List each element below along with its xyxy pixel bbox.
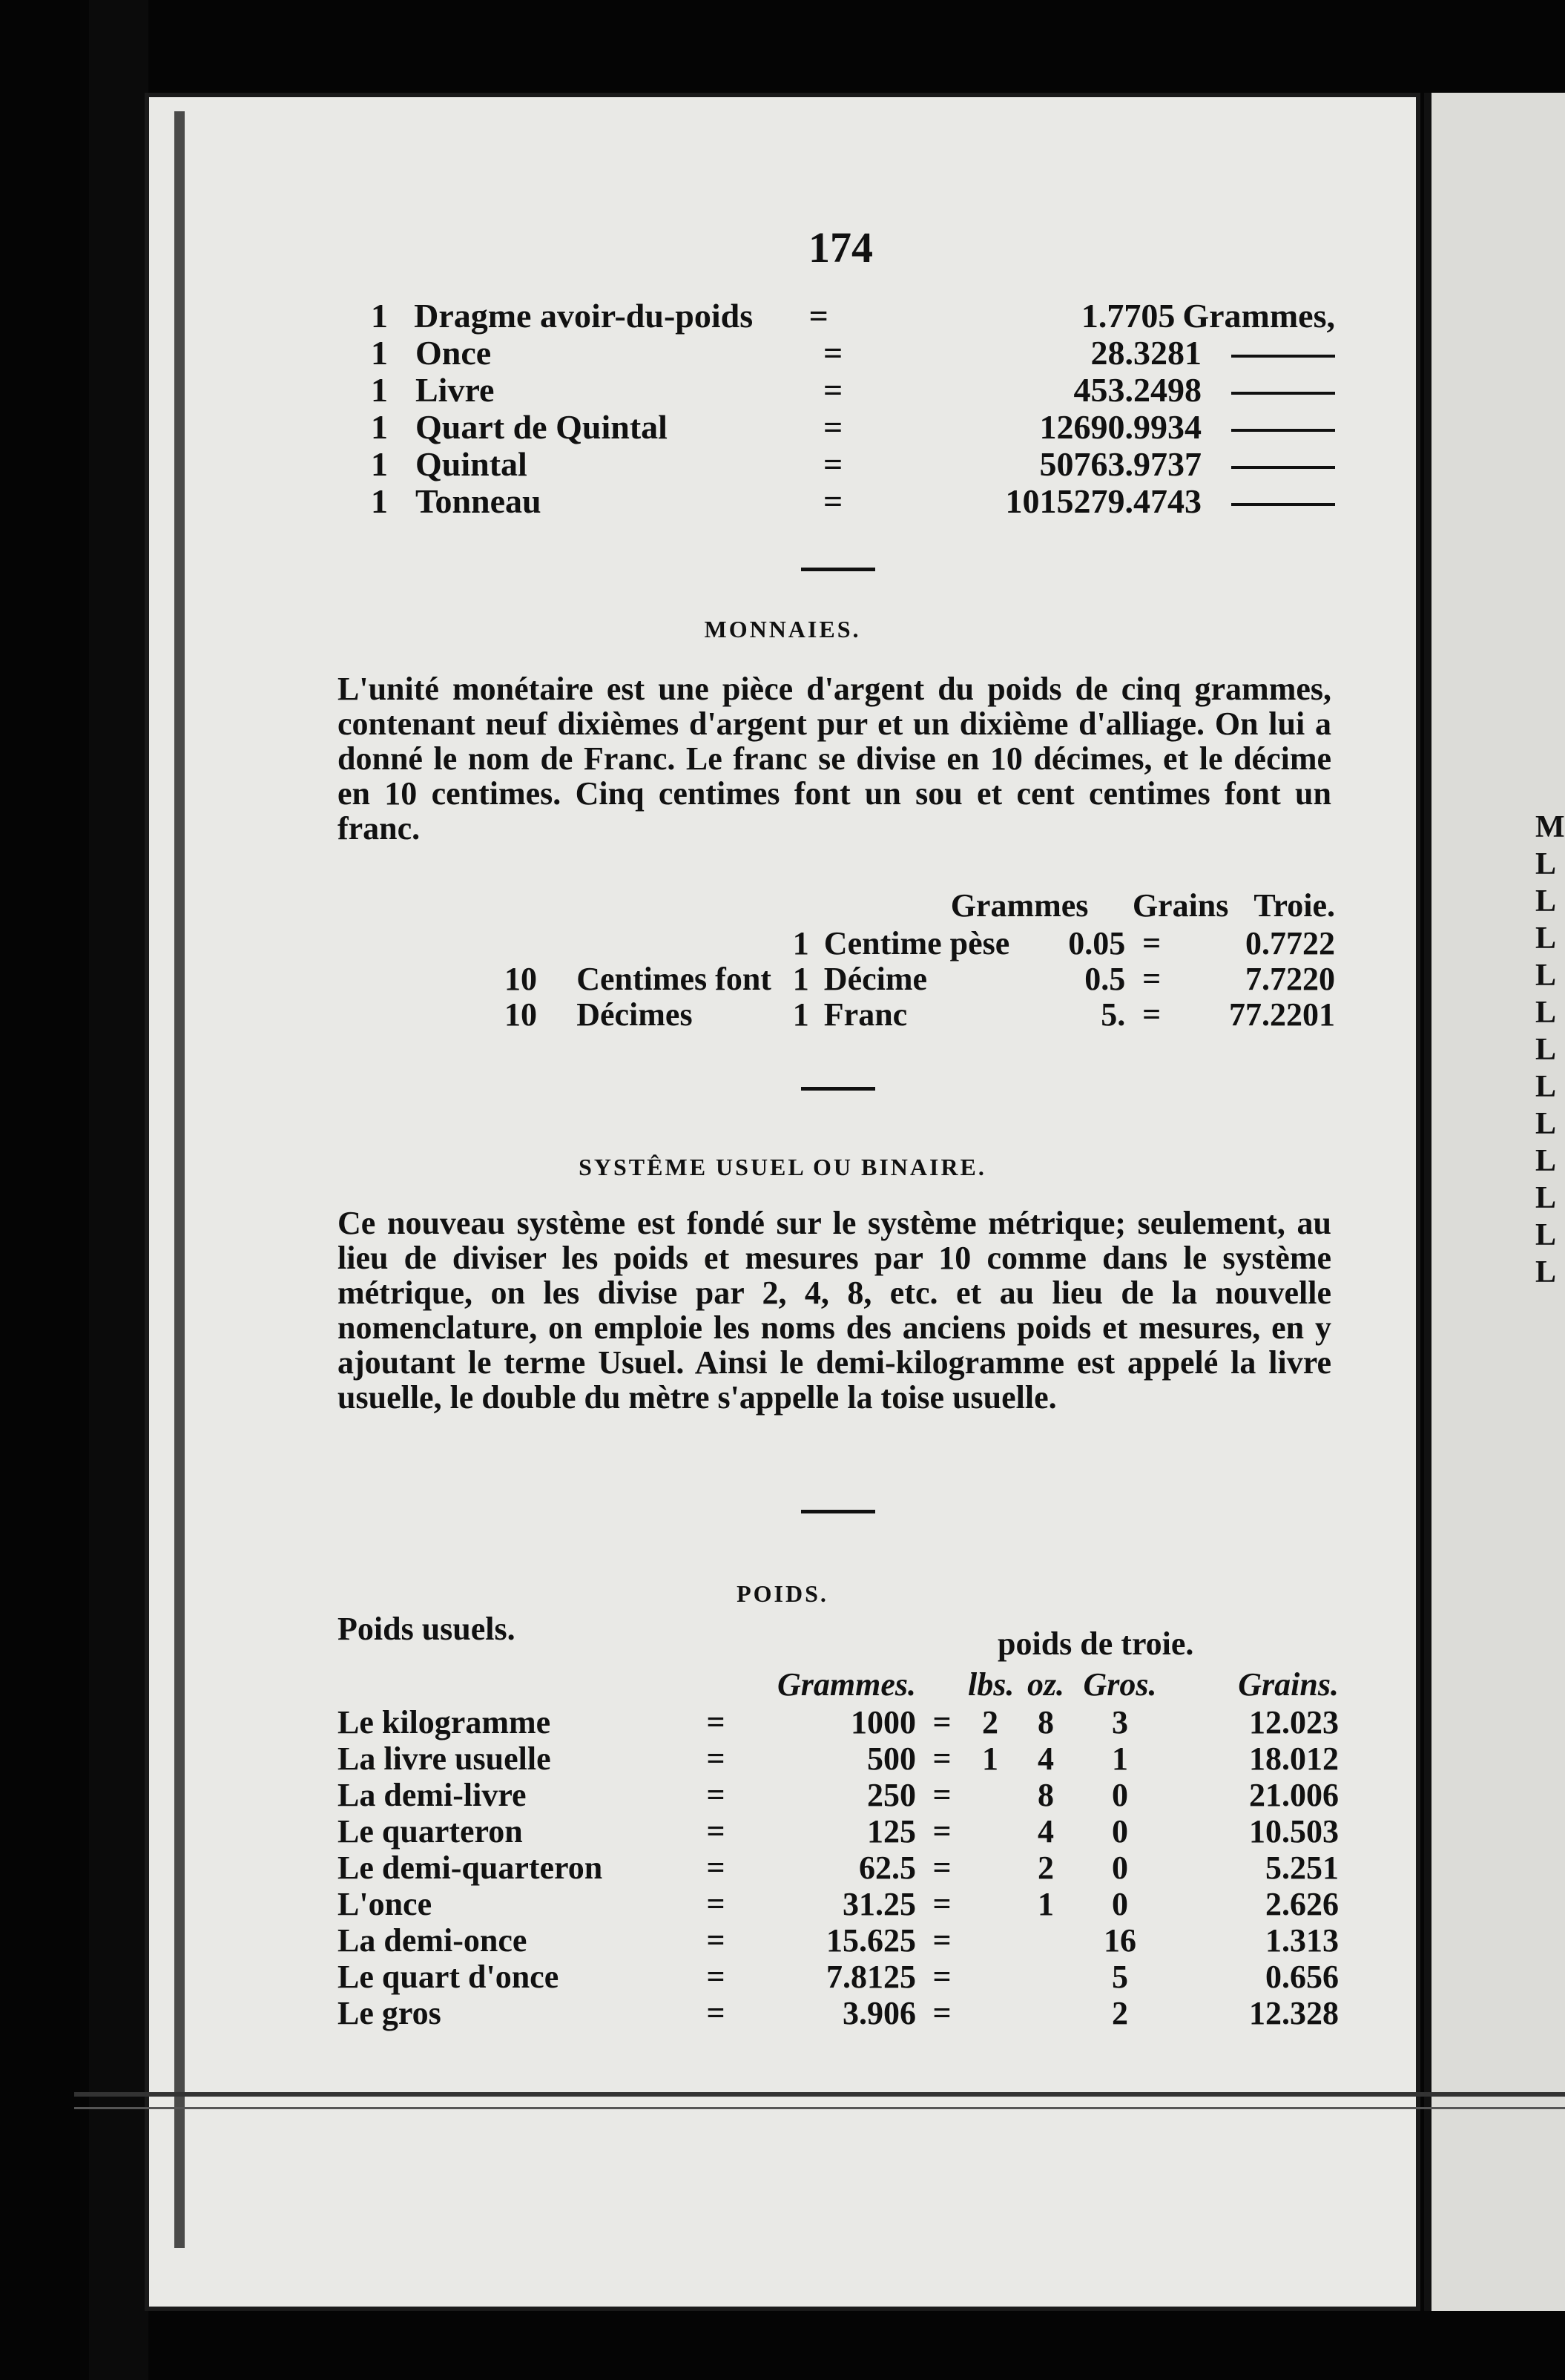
poids-grains: 10.503 bbox=[1249, 1813, 1339, 1850]
poids-row bbox=[337, 1886, 1339, 1922]
poids-row bbox=[337, 1704, 1339, 1740]
poids-table-header bbox=[337, 1666, 1339, 1704]
adjacent-letter: L bbox=[1535, 884, 1557, 918]
weights-equals: = bbox=[823, 333, 843, 372]
poids-grains: 5.251 bbox=[1265, 1850, 1339, 1886]
poids-equals: = bbox=[706, 1850, 725, 1886]
weights-count: 1 bbox=[371, 296, 388, 335]
weights-value: 453.2498 bbox=[1073, 370, 1202, 409]
poids-oz: 2 bbox=[1038, 1850, 1054, 1886]
ditto-dash bbox=[1231, 392, 1335, 395]
poids-gros: 16 bbox=[1104, 1922, 1136, 1959]
poids-name: La demi-once bbox=[337, 1922, 527, 1959]
poids-name: La demi-livre bbox=[337, 1777, 527, 1813]
poids-lbs: 2 bbox=[982, 1704, 998, 1740]
poids-name: Le kilogramme bbox=[337, 1704, 551, 1740]
monnaies-row bbox=[504, 961, 1335, 996]
header-lbs: lbs. bbox=[968, 1666, 1015, 1703]
page-number: 174 bbox=[808, 223, 873, 272]
weights-equals: = bbox=[808, 296, 828, 335]
weights-row bbox=[371, 297, 1335, 334]
monnaies-equals: = bbox=[1142, 996, 1162, 1033]
header-grains-troie: Grains. bbox=[1238, 1666, 1339, 1703]
monnaies-heading: MONNAIES. bbox=[704, 616, 861, 642]
monnaies-troie: 77.2201 bbox=[1229, 996, 1336, 1033]
poids-gros: 5 bbox=[1112, 1959, 1128, 1995]
poids-grammes: 7.8125 bbox=[826, 1959, 916, 1995]
poids-equals: = bbox=[706, 1995, 725, 2031]
poids-equals-2: = bbox=[932, 1704, 952, 1740]
header-grammes: Grammes bbox=[950, 887, 1089, 924]
poids-equals: = bbox=[706, 1740, 725, 1777]
poids-grains: 0.656 bbox=[1265, 1959, 1339, 1995]
adjacent-letter: L bbox=[1535, 1070, 1557, 1104]
poids-grains: 21.006 bbox=[1249, 1777, 1339, 1813]
poids-name: La livre usuelle bbox=[337, 1740, 551, 1777]
poids-equals: = bbox=[706, 1886, 725, 1922]
poids-equals: = bbox=[706, 1704, 725, 1740]
poids-equals-2: = bbox=[932, 1886, 952, 1922]
poids-oz: 4 bbox=[1038, 1813, 1054, 1850]
monnaies-row bbox=[504, 925, 1335, 961]
section-divider bbox=[801, 568, 875, 571]
weights-unit bbox=[1202, 444, 1335, 484]
weights-count: 1 bbox=[371, 407, 388, 446]
section-divider-3 bbox=[801, 1510, 875, 1513]
monnaies-from: Centimes font bbox=[576, 960, 771, 997]
weights-name: Dragme avoir-du-poids bbox=[414, 296, 754, 335]
section-divider-2 bbox=[801, 1087, 875, 1091]
poids-equals-2: = bbox=[932, 1777, 952, 1813]
adjacent-letter: L bbox=[1535, 1255, 1557, 1289]
weights-name: Tonneau bbox=[415, 481, 541, 520]
weights-table bbox=[371, 297, 1335, 519]
adjacent-letter: L bbox=[1535, 1033, 1557, 1067]
adjacent-letter: L bbox=[1535, 959, 1557, 993]
monnaies-grammes: 5. bbox=[1101, 996, 1126, 1033]
poids-row bbox=[337, 1777, 1339, 1813]
weights-unit bbox=[1202, 481, 1335, 521]
weights-row bbox=[371, 445, 1335, 482]
poids-heading: POIDS. bbox=[737, 1580, 828, 1607]
poids-row bbox=[337, 1922, 1339, 1959]
ditto-dash bbox=[1231, 355, 1335, 358]
header-grains: Grains bbox=[1132, 887, 1229, 924]
weights-row bbox=[371, 482, 1335, 519]
ditto-dash bbox=[1231, 429, 1335, 432]
monnaies-unit: Centime pèse bbox=[823, 924, 1010, 961]
adjacent-page-letters bbox=[1535, 809, 1565, 1291]
monnaies-grammes: 0.5 bbox=[1084, 960, 1126, 997]
weights-row bbox=[371, 371, 1335, 408]
header-gros: Gros. bbox=[1083, 1666, 1157, 1703]
monnaies-qty: 10 bbox=[504, 960, 537, 997]
monnaies-one: 1 bbox=[792, 960, 809, 997]
weights-row bbox=[371, 408, 1335, 445]
poids-gros: 1 bbox=[1112, 1740, 1128, 1777]
weights-equals: = bbox=[823, 444, 843, 483]
poids-equals-2: = bbox=[932, 1995, 952, 2031]
weights-name: Livre bbox=[415, 370, 495, 409]
adjacent-letter: M bbox=[1535, 810, 1565, 844]
monnaies-equals: = bbox=[1142, 960, 1162, 997]
book-spine bbox=[89, 0, 148, 2380]
poids-grains: 18.012 bbox=[1249, 1740, 1339, 1777]
weights-equals: = bbox=[823, 370, 843, 409]
poids-name: Le quart d'once bbox=[337, 1959, 559, 1995]
header-oz: oz. bbox=[1027, 1666, 1065, 1703]
adjacent-letter: L bbox=[1535, 847, 1557, 881]
weights-value: 1015279.4743 bbox=[1005, 481, 1202, 520]
poids-grammes: 3.906 bbox=[843, 1995, 916, 2031]
poids-gros: 0 bbox=[1112, 1886, 1128, 1922]
monnaies-unit: Franc bbox=[823, 996, 908, 1033]
header-grammes-usuels: Grammes. bbox=[777, 1666, 916, 1703]
weights-unit bbox=[1202, 370, 1335, 410]
monnaies-table bbox=[504, 887, 1335, 1032]
poids-gros: 0 bbox=[1112, 1850, 1128, 1886]
monnaies-one: 1 bbox=[792, 924, 809, 961]
poids-lbs: 1 bbox=[982, 1740, 998, 1777]
poids-oz: 1 bbox=[1038, 1886, 1054, 1922]
poids-oz: 8 bbox=[1038, 1704, 1054, 1740]
poids-row bbox=[337, 1813, 1339, 1850]
monnaies-grammes: 0.05 bbox=[1068, 924, 1126, 961]
monnaies-troie: 7.7220 bbox=[1245, 960, 1336, 997]
weights-value: 12690.9934 bbox=[1039, 407, 1202, 446]
monnaies-equals: = bbox=[1142, 924, 1162, 961]
poids-row bbox=[337, 1850, 1339, 1886]
weights-equals: = bbox=[823, 481, 843, 520]
poids-equals-2: = bbox=[932, 1959, 952, 1995]
poids-equals: = bbox=[706, 1813, 725, 1850]
monnaies-troie: 0.7722 bbox=[1245, 924, 1336, 961]
poids-equals-2: = bbox=[932, 1850, 952, 1886]
poids-name: Le quarteron bbox=[337, 1813, 523, 1850]
adjacent-letter: L bbox=[1535, 996, 1557, 1030]
poids-gros: 0 bbox=[1112, 1813, 1128, 1850]
weights-unit bbox=[1202, 333, 1335, 372]
poids-grammes: 125 bbox=[867, 1813, 916, 1850]
weights-value: 50763.9737 bbox=[1039, 444, 1202, 483]
systeme-heading: SYSTÊME USUEL OU BINAIRE. bbox=[579, 1154, 986, 1180]
poids-de-troie-label: poids de troie. bbox=[998, 1625, 1194, 1662]
poids-row bbox=[337, 1959, 1339, 1995]
weights-name: Quart de Quintal bbox=[415, 407, 668, 446]
poids-equals-2: = bbox=[932, 1813, 952, 1850]
weights-name: Once bbox=[415, 333, 492, 372]
poids-equals: = bbox=[706, 1922, 725, 1959]
weights-unit: Grammes, bbox=[1182, 296, 1335, 335]
poids-equals-2: = bbox=[932, 1740, 952, 1777]
weights-equals: = bbox=[823, 407, 843, 446]
monnaies-qty: 10 bbox=[504, 996, 537, 1033]
poids-name: Le demi-quarteron bbox=[337, 1850, 603, 1886]
ditto-dash bbox=[1231, 503, 1335, 506]
monnaies-one: 1 bbox=[792, 996, 809, 1033]
poids-equals: = bbox=[706, 1959, 725, 1995]
poids-name: L'once bbox=[337, 1886, 432, 1922]
poids-grains: 12.328 bbox=[1249, 1995, 1339, 2031]
poids-gros: 0 bbox=[1112, 1777, 1128, 1813]
poids-grammes: 250 bbox=[867, 1777, 916, 1813]
monnaies-paragraph: L'unité monétaire est une pièce d'argent du poids de cinq grammes, contenant neuf dixièmes d'argent pur et un dixième d'alliage. On lui a donné le nom de Franc. Le franc se divise en 10 décimes, et le décime en 10 centimes. Cinq centimes font un sou et cent centimes font un franc. bbox=[337, 671, 1331, 847]
poids-table bbox=[337, 1666, 1339, 2031]
adjacent-letter: L bbox=[1535, 1181, 1557, 1215]
weights-count: 1 bbox=[371, 444, 388, 483]
systeme-paragraph: Ce nouveau système est fondé sur le système métrique; seulement, au lieu de diviser les poids et mesures par 10 comme dans le système métrique, on les divise par 2, 4, 8, etc. et au lieu de la nouvelle nomenclature, on emploie les noms des anciens poids et mesures, en y ajoutant le terme Usuel. Ainsi le demi-kilogramme est appelé la livre usuelle, le double du mètre s'appelle la toise usuelle. bbox=[337, 1205, 1331, 1416]
poids-grammes: 500 bbox=[867, 1740, 916, 1777]
weights-name: Quintal bbox=[415, 444, 527, 483]
poids-equals: = bbox=[706, 1777, 725, 1813]
monnaies-table-header bbox=[504, 887, 1335, 925]
poids-row bbox=[337, 1995, 1339, 2031]
poids-oz: 8 bbox=[1038, 1777, 1054, 1813]
poids-grammes: 62.5 bbox=[859, 1850, 916, 1886]
ditto-dash bbox=[1231, 466, 1335, 469]
weights-count: 1 bbox=[371, 333, 388, 372]
microfilm-line bbox=[74, 2092, 1565, 2097]
adjacent-letter: L bbox=[1535, 1144, 1557, 1178]
weights-value: 1.7705 bbox=[1081, 296, 1176, 335]
poids-grains: 2.626 bbox=[1265, 1886, 1339, 1922]
poids-grammes: 31.25 bbox=[843, 1886, 916, 1922]
poids-gros: 3 bbox=[1112, 1704, 1128, 1740]
weights-count: 1 bbox=[371, 481, 388, 520]
adjacent-letter: L bbox=[1535, 1218, 1557, 1252]
header-troie: Troie. bbox=[1253, 887, 1335, 924]
poids-grammes: 1000 bbox=[851, 1704, 916, 1740]
monnaies-row bbox=[504, 996, 1335, 1032]
adjacent-letter: L bbox=[1535, 921, 1557, 956]
poids-grains: 1.313 bbox=[1265, 1922, 1339, 1959]
monnaies-from: Décimes bbox=[576, 996, 693, 1033]
poids-equals-2: = bbox=[932, 1922, 952, 1959]
poids-oz: 4 bbox=[1038, 1740, 1054, 1777]
weights-row bbox=[371, 334, 1335, 371]
poids-grammes: 15.625 bbox=[826, 1922, 916, 1959]
microfilm-line-2 bbox=[74, 2107, 1565, 2109]
poids-gros: 2 bbox=[1112, 1995, 1128, 2031]
adjacent-letter: L bbox=[1535, 1107, 1557, 1141]
weights-count: 1 bbox=[371, 370, 388, 409]
poids-name: Le gros bbox=[337, 1995, 441, 2031]
weights-unit bbox=[1202, 407, 1335, 447]
monnaies-unit: Décime bbox=[823, 960, 928, 997]
poids-grains: 12.023 bbox=[1249, 1704, 1339, 1740]
weights-value: 28.3281 bbox=[1090, 333, 1202, 372]
poids-usuels-label: Poids usuels. bbox=[337, 1611, 515, 1647]
poids-row bbox=[337, 1740, 1339, 1777]
